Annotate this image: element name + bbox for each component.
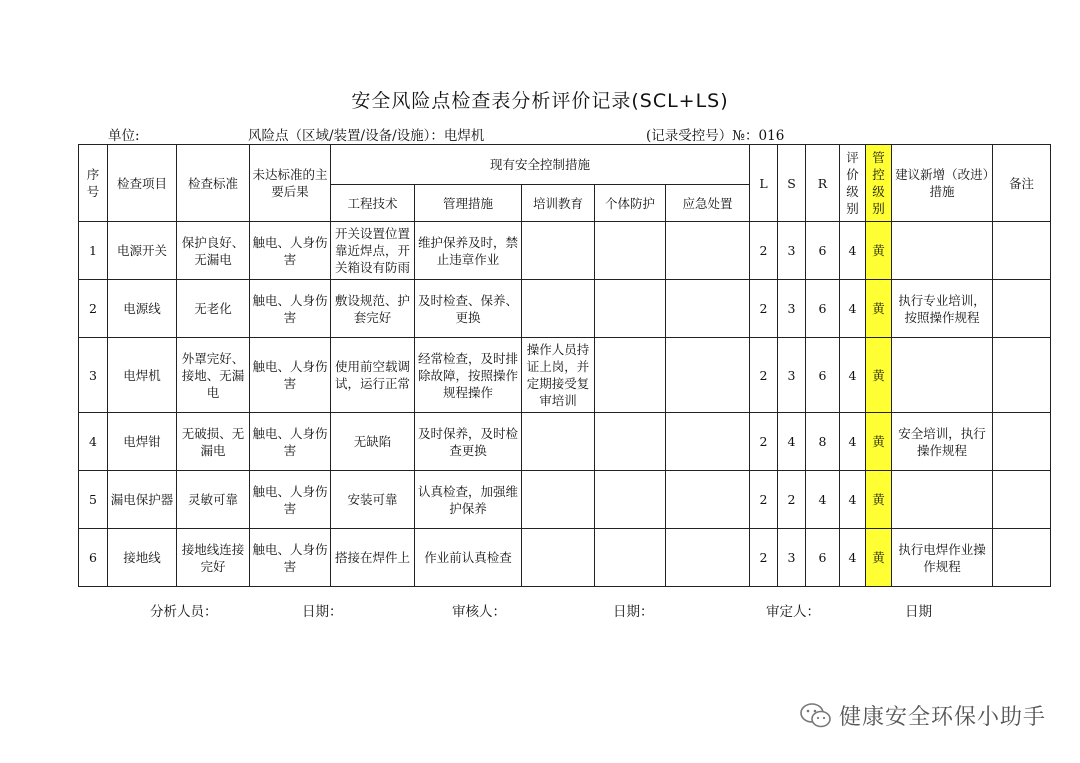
- cell-consequence: 触电、人身伤害: [250, 338, 331, 413]
- header-eng: 工程技术: [331, 185, 415, 222]
- risk-check-table: [78, 144, 1051, 587]
- cell-standard: 接地线连接完好: [177, 529, 250, 587]
- cell-S: 3: [778, 338, 806, 413]
- cell-remark: [993, 529, 1051, 587]
- cell-eng: 开关设置位置靠近焊点，开关箱设有防雨: [331, 222, 415, 280]
- cell-item: 漏电保护器: [108, 471, 177, 529]
- footer-reviewer: 审核人：: [452, 604, 506, 620]
- cell-suggest: 执行电焊作业操作规程: [892, 529, 993, 587]
- cell-suggest: 安全培训，执行操作规程: [892, 413, 993, 471]
- table-row: [79, 529, 1051, 587]
- cell-emergency: [666, 413, 750, 471]
- cell-item: 接地线: [108, 529, 177, 587]
- cell-eval: 4: [840, 471, 866, 529]
- table-row: [79, 338, 1051, 413]
- cell-seq: 6: [79, 529, 108, 587]
- cell-item: 电源线: [108, 280, 177, 338]
- cell-emergency: [666, 222, 750, 280]
- cell-training: [522, 413, 595, 471]
- cell-R: 6: [806, 338, 840, 413]
- header-seq: 序号: [79, 145, 108, 222]
- table-row: [79, 471, 1051, 529]
- cell-item: 电源开关: [108, 222, 177, 280]
- cell-remark: [993, 222, 1051, 280]
- cell-item: 电焊钳: [108, 413, 177, 471]
- header-remark: 备注: [993, 145, 1051, 222]
- cell-ctrl: 黄: [866, 529, 892, 587]
- cell-L: 2: [750, 338, 778, 413]
- cell-standard: 灵敏可靠: [177, 471, 250, 529]
- cell-standard: 保护良好、无漏电: [177, 222, 250, 280]
- header-item: 检查项目: [108, 145, 177, 222]
- cell-training: 操作人员持证上岗，并定期接受复审培训: [522, 338, 595, 413]
- header-ppe: 个体防护: [595, 185, 666, 222]
- cell-ppe: [595, 529, 666, 587]
- cell-mgmt: 认真检查，加强维护保养: [415, 471, 522, 529]
- table-row: [79, 222, 1051, 280]
- cell-L: 2: [750, 471, 778, 529]
- cell-emergency: [666, 338, 750, 413]
- footer-approver: 审定人：: [766, 604, 820, 620]
- header-eval-level: 评价级别: [840, 145, 866, 222]
- cell-L: 2: [750, 222, 778, 280]
- cell-eng: 搭接在焊件上: [331, 529, 415, 587]
- cell-R: 8: [806, 413, 840, 471]
- cell-R: 6: [806, 222, 840, 280]
- cell-consequence: 触电、人身伤害: [250, 471, 331, 529]
- cell-suggest: 执行专业培训，按照操作规程: [892, 280, 993, 338]
- cell-training: [522, 471, 595, 529]
- cell-ppe: [595, 222, 666, 280]
- header-S: S: [778, 145, 806, 222]
- record-number: (记录受控号）№：016: [646, 128, 785, 144]
- watermark: [799, 700, 1046, 731]
- header-training: 培训教育: [522, 185, 595, 222]
- header-standard: 检查标准: [177, 145, 250, 222]
- cell-remark: [993, 413, 1051, 471]
- cell-mgmt: 及时检查、保养、更换: [415, 280, 522, 338]
- cell-ppe: [595, 338, 666, 413]
- header-L: L: [750, 145, 778, 222]
- header-consequence: 未达标准的主要后果: [250, 145, 331, 222]
- cell-S: 3: [778, 529, 806, 587]
- cell-ctrl: 黄: [866, 222, 892, 280]
- cell-eval: 4: [840, 222, 866, 280]
- cell-eval: 4: [840, 280, 866, 338]
- cell-S: 4: [778, 413, 806, 471]
- cell-seq: 4: [79, 413, 108, 471]
- cell-mgmt: 经常检查，及时排除故障，按照操作规程操作: [415, 338, 522, 413]
- cell-remark: [993, 471, 1051, 529]
- cell-ctrl: 黄: [866, 338, 892, 413]
- cell-item: 电焊机: [108, 338, 177, 413]
- wechat-icon: [799, 702, 833, 730]
- cell-seq: 3: [79, 338, 108, 413]
- table-row: [79, 413, 1051, 471]
- unit-label: 单位:: [108, 128, 140, 144]
- cell-training: [522, 222, 595, 280]
- cell-ppe: [595, 280, 666, 338]
- footer-date-1: 日期：: [302, 604, 343, 620]
- cell-standard: 无破损、无漏电: [177, 413, 250, 471]
- header-mgmt: 管理措施: [415, 185, 522, 222]
- cell-consequence: 触电、人身伤害: [250, 413, 331, 471]
- cell-ctrl: 黄: [866, 280, 892, 338]
- header-ctrl-level: 管控级别: [866, 145, 892, 222]
- header-suggest: 建议新增（改进）措施: [892, 145, 993, 222]
- cell-remark: [993, 280, 1051, 338]
- cell-suggest: [892, 471, 993, 529]
- cell-L: 2: [750, 413, 778, 471]
- cell-R: 4: [806, 471, 840, 529]
- cell-mgmt: 维护保养及时，禁止违章作业: [415, 222, 522, 280]
- footer-analyst: 分析人员：: [150, 604, 218, 620]
- cell-ppe: [595, 413, 666, 471]
- cell-consequence: 触电、人身伤害: [250, 529, 331, 587]
- header-controls: 现有安全控制措施: [331, 145, 750, 185]
- cell-remark: [993, 338, 1051, 413]
- cell-eval: 4: [840, 338, 866, 413]
- document-title: 安全风险点检查表分析评价记录(SCL+LS): [351, 90, 729, 112]
- cell-standard: 外罩完好、接地、无漏电: [177, 338, 250, 413]
- cell-consequence: 触电、人身伤害: [250, 280, 331, 338]
- cell-suggest: [892, 222, 993, 280]
- cell-eval: 4: [840, 529, 866, 587]
- cell-emergency: [666, 529, 750, 587]
- cell-S: 3: [778, 280, 806, 338]
- cell-seq: 1: [79, 222, 108, 280]
- cell-emergency: [666, 280, 750, 338]
- cell-training: [522, 529, 595, 587]
- cell-training: [522, 280, 595, 338]
- cell-emergency: [666, 471, 750, 529]
- cell-eng: 使用前空载调试，运行正常: [331, 338, 415, 413]
- cell-L: 2: [750, 529, 778, 587]
- cell-consequence: 触电、人身伤害: [250, 222, 331, 280]
- cell-eval: 4: [840, 413, 866, 471]
- cell-S: 2: [778, 471, 806, 529]
- header-row-1: [79, 145, 1051, 185]
- cell-mgmt: 作业前认真检查: [415, 529, 522, 587]
- risk-point: 风险点（区域/装置/设备/设施）：电焊机: [248, 128, 485, 144]
- cell-mgmt: 及时保养，及时检查更换: [415, 413, 522, 471]
- cell-ppe: [595, 471, 666, 529]
- cell-ctrl: 黄: [866, 471, 892, 529]
- cell-eng: 敷设规范、护套完好: [331, 280, 415, 338]
- cell-R: 6: [806, 280, 840, 338]
- cell-eng: 安装可靠: [331, 471, 415, 529]
- cell-R: 6: [806, 529, 840, 587]
- header-R: R: [806, 145, 840, 222]
- cell-standard: 无老化: [177, 280, 250, 338]
- table-row: [79, 280, 1051, 338]
- cell-seq: 2: [79, 280, 108, 338]
- cell-S: 3: [778, 222, 806, 280]
- footer-date-3: 日期: [905, 604, 932, 620]
- cell-suggest: [892, 338, 993, 413]
- cell-seq: 5: [79, 471, 108, 529]
- cell-eng: 无缺陷: [331, 413, 415, 471]
- cell-L: 2: [750, 280, 778, 338]
- cell-ctrl: 黄: [866, 413, 892, 471]
- footer-date-2: 日期：: [613, 604, 654, 620]
- watermark-text: 健康安全环保小助手: [838, 705, 1046, 730]
- header-emergency: 应急处置: [666, 185, 750, 222]
